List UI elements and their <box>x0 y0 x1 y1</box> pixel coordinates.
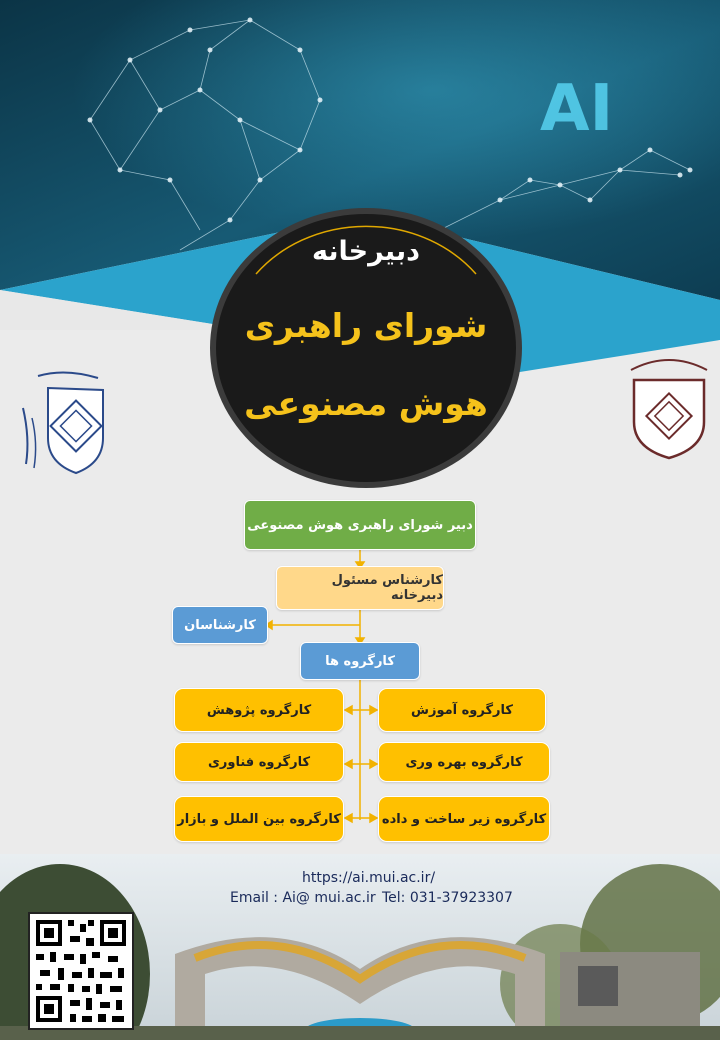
council-head-box: دبیر شورای راهبری هوش مصنوعی <box>244 500 476 550</box>
footer-photo <box>0 854 720 1040</box>
group-research-box: کارگروه پژوهش <box>174 688 344 732</box>
tel-text: Tel: 031-37923307 <box>382 890 513 906</box>
experts-box: کارشناسان <box>172 606 268 644</box>
group-productivity-box: کارگروه بهره وری <box>378 742 550 782</box>
group-education-box: کارگروه آموزش <box>378 688 546 732</box>
website-link[interactable]: https://ai.mui.ac.ir/ <box>302 870 436 886</box>
group-technology-box: کارگروه فناوری <box>174 742 344 782</box>
title-line-3: هوش مصنوعی <box>244 384 488 423</box>
working-groups-box: کارگروه ها <box>300 642 420 680</box>
secretariat-expert-box: کارشناس مسئول دبیرخانه <box>276 566 444 610</box>
ai-glyph: AI <box>540 72 614 146</box>
title-line-1: دبیرخانه <box>312 236 420 267</box>
title-line-2: شورای راهبری <box>244 306 488 345</box>
email-text[interactable]: Email : Ai@ mui.ac.ir <box>230 890 376 906</box>
group-international-box: کارگروه بین الملل و بازار <box>174 796 344 842</box>
group-infrastructure-box: کارگروه زیر ساخت و داده <box>378 796 550 842</box>
qr-code <box>28 912 134 1030</box>
